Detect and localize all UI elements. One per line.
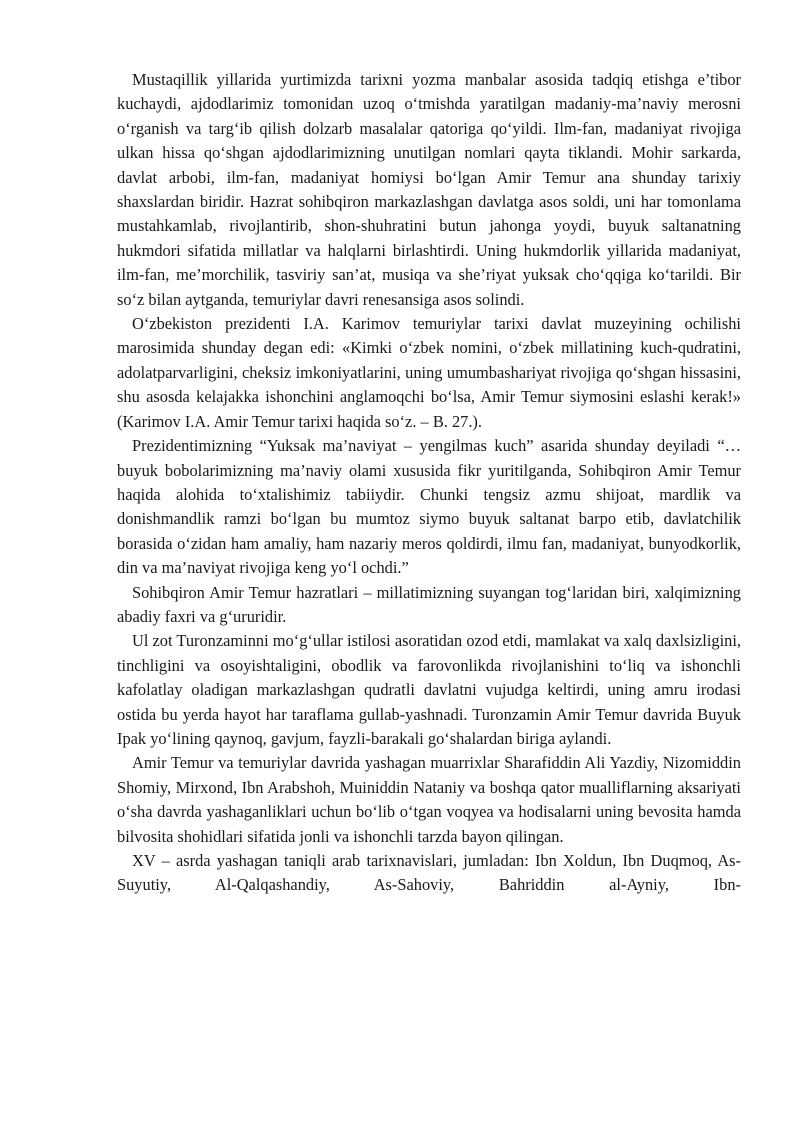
paragraph-5: Ul zot Turonzaminni mo‘g‘ullar istilosi asoratidan ozod etdi, mamlakat va xalq daxlsizligini, tinchligini va osoyishtaligini, obodlik va farovonlikda rivojlanishini to‘liq va ishonchli kafolatlay oladigan markazlashgan qudratli davlatni vujudga keltirdi, uning amru irodasi ostida bu yerda hayot har taraflama gullab-yashnadi. Turonzamin Amir Temur davrida Buyuk Ipak yo‘lining qaynoq, gavjum, fayzli-barakali go‘shalardan biriga aylandi. xyxy=(117,631,741,748)
paragraph-4: Sohibqiron Amir Temur hazratlari – millatimizning suyangan tog‘laridan biri, xalqimizning abadiy faxri va g‘ururidir. xyxy=(117,582,741,626)
paragraph-1: Mustaqillik yillarida yurtimizda tarixni yozma manbalar asosida tadqiq etishga e’tibor kuchaydi, ajdodlarimiz tomonidan uzoq o‘tmishda yaratilgan madaniy-ma’naviy merosni o‘rganish va targ‘ib qilish dolzarb masalalar qatoriga qo‘yildi. Ilm-fan, madaniyat rivojiga ulkan hissa qo‘shgan ajdodlarimizning unutilgan nomlari qayta tiklandi. Mohir sarkarda, davlat arbobi, ilm-fan, madaniyat homiysi bo‘lgan Amir Temur ana shunday tarixiy shaxslardan biridir. Hazrat sohibqiron markazlashgan davlatga asos soldi, uni har tomonlama mustahkamlab, rivojlantirib, shon-shuhratini butun jahonga yoydi, buyuk saltanatning hukmdori sifatida millatlar va halqlarni birlashtirdi. Uning hukmdorlik yillarida madaniyat, ilm-fan, me’morchilik, tasviriy san’at, musiqa va she’riyat yuksak cho‘qqiga ko‘tarildi. Bir so‘z bilan aytganda, temuriylar davri renesansiga asos solindi. xyxy=(117,70,741,309)
paragraph-3: Prezidentimizning “Yuksak ma’naviyat – yengilmas kuch” asarida shunday deyiladi “… buyuk bobolarimizning ma’naviy olami xususida fikr yuritilganda, Sohibqiron Amir Temur haqida alohida to‘xtalishimiz tabiiydir. Chunki tengsiz azmu shijoat, mardlik va donishmandlik ramzi bo‘lgan bu mumtoz siymo buyuk saltanat barpo etib, davlatchilik borasida o‘zidan ham amaliy, ham nazariy meros qoldirdi, ilmu fan, madaniyat, bunyodkorlik, din va ma’naviyat rivojiga keng yo‘l ochdi.” xyxy=(117,436,741,578)
paragraph-6: Amir Temur va temuriylar davrida yashagan muarrixlar Sharafiddin Ali Yazdiy, Nizomiddin Shomiy, Mirxond, Ibn Arabshoh, Muiniddin Nataniy va boshqa qator mualliflarning aksariyati o‘sha davrda yashaganliklari uchun bo‘lib o‘tgan voqyea va hodisalarni uning bevosita hamda bilvosita shohidlari sifatida jonli va ishonchli tarzda bayon qilingan. xyxy=(117,753,741,846)
paragraph-7: XV – asrda yashagan taniqli arab tarixnavislari, jumladan: Ibn Xoldun, Ibn Duqmoq, As-Suyutiy, Al-Qalqashandiy, As-Sahoviy, Bahriddin al-Ayniy, Ibn- xyxy=(117,851,741,895)
paragraph-2: O‘zbekiston prezidenti I.A. Karimov temuriylar tarixi davlat muzeyining ochilishi marosimida shunday degan edi: «Kimki o‘zbek nomini, o‘zbek millatining kuch-qudratini, adolatparvarligini, cheksiz imkoniyatlarini, uning umumbashariyat rivojiga qo‘shgan hissasini, shu asosda kelajakka ishonchini anglamoqchi bo‘lsa, Amir Temur siymosini eslashi kerak!» (Karimov I.A. Amir Temur tarixi haqida so‘z. – B. 27.). xyxy=(117,314,741,431)
document-page xyxy=(117,68,741,898)
